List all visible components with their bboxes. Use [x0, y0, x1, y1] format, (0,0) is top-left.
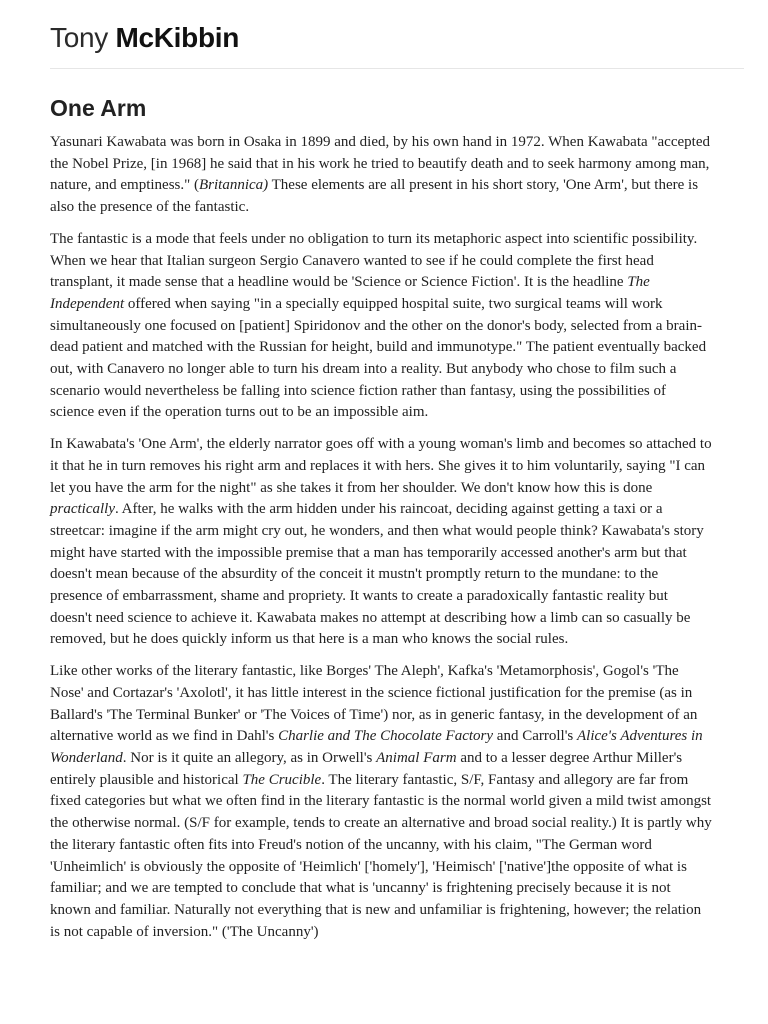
paragraph-text: and to a lesser degree Arthur Miller's entirely plausible and historical — [50, 749, 683, 788]
site-title-last: McKibbin — [115, 22, 240, 53]
site-header — [0, 0, 768, 70]
paragraph-text: and Carroll's — [493, 728, 577, 745]
paragraph-text: . Nor is it quite an allegory, as in Orwell's — [122, 749, 377, 766]
paragraph-text: Yasunari Kawabata was born in Osaka in 1899 and died, by his own hand in 1972. When Kawabata "accepted the Nobel Prize, [in 1968] he said that in his work he tried to beautify death and to seek harmony among man, nature, and emptiness." ( — [50, 134, 710, 194]
paragraph-text: These elements are all present in his short story, 'One Arm', but there is also the presence of the fantastic. — [50, 177, 699, 216]
italic-title-text: The Independent — [50, 274, 650, 312]
article-paragraph — [50, 132, 712, 219]
paragraph-text: The fantastic is a mode that feels under no obligation to turn its metaphoric aspect into scientific possibility. When we hear that Italian surgeon Sergio Canavero wanted to see if he could complete the first head transplant, it made sense that a headline would be 'Science or Science Fiction'. It is the headline — [50, 230, 698, 291]
italic-title-text: Alice's Adventures in Wonderland — [50, 728, 703, 766]
article-title: One Arm — [50, 95, 147, 121]
paragraph-text: . The literary fantastic, S/F, Fantasy and allegory are far from fixed categories but what we often find in the literary fantastic is the normal world given a mild twist amongst the otherwise normal. (S/F for example, tends to create an alternative and broad social reality.) It is partly why the literary fantastic often fits into Freud's notion of the uncanny, with his claim, "The German word 'Unheimlich' is obviously the opposite of 'Heimlich' ['homely'], 'Heimisch' ['native']the opposite of what is familiar; and we are tempted to conclude that what is 'uncanny' is frightening precisely because it is not known and familiar. Naturally not everything that is new and unfamiliar is frightening, however; the relation is not capable of inversion." ('The Uncanny') — [50, 771, 712, 940]
italic-title-text: Charlie and The Chocolate Factory — [278, 728, 494, 745]
paragraph-text: . After, he walks with the arm hidden under his raincoat, deciding against getting a taxi or a streetcar: imagine if the arm might cry out, he wonders, and then what would people think? Kawabata's story might have started with the impossible premise that a man has temporarily accessed another's arm but that doesn't mean because of the absurdity of the conceit it mustn't promptly return to the mundane: to the presence of embarrassment, shame and propriety. It wants to create a paradoxically fantastic reality but doesn't need science to achieve it. Kawabata makes no attempt at describing how a limb can so casually be removed, but he does quickly inform us that here is a man who knows the social rules. — [50, 501, 704, 648]
header-divider — [50, 68, 744, 69]
paragraph-text: offered when saying "in a specially equipped hospital suite, two surgical teams will work simultaneously one focused on [patient] Spiridonov and the other on the donor's body, selected from a brain-dead patient and matched with the Russian for height, build and immunotype." The patient eventually backed out, with Canavero no longer able to turn his dream into a reality. But anybody who chose to film such a scenario would nevertheless be falling into science fiction rather than fantasy, using the possibilities of science even if the operation turns out to be an impossible aim. — [50, 295, 707, 421]
italic-title-text: Animal Farm — [376, 749, 457, 766]
article-paragraph — [50, 434, 712, 651]
italic-title-text: practically — [50, 501, 115, 518]
paragraph-text: Like other works of the literary fantastic, like Borges' The Aleph', Kafka's 'Metamorphosis', Gogol's 'The Nose' and Cortazar's 'Axolotl', it has little interest in the science fictional justification for the premise (as in Ballard's 'The Terminal Bunker' or 'The Voices of Time') nor, as in generic fantasy, in the development of an alternative world as we find in Dahl's — [50, 663, 698, 745]
italic-title-text: Britannica) — [199, 177, 269, 194]
site-logo-link[interactable] — [50, 20, 239, 56]
article-paragraph — [50, 229, 712, 424]
article-body — [50, 132, 712, 943]
site-title-first: Tony — [50, 22, 108, 53]
article-paragraph — [50, 661, 712, 943]
italic-title-text: The Crucible — [242, 771, 322, 788]
paragraph-text: In Kawabata's 'One Arm', the elderly narrator goes off with a young woman's limb and becomes so attached to it that he in turn removes his right arm and replaces it with hers. She gives it to him voluntarily, saying "I can let you have the arm for the night" as she takes it from her shoulder. We don't know how this is done — [50, 436, 712, 496]
article — [50, 94, 712, 953]
